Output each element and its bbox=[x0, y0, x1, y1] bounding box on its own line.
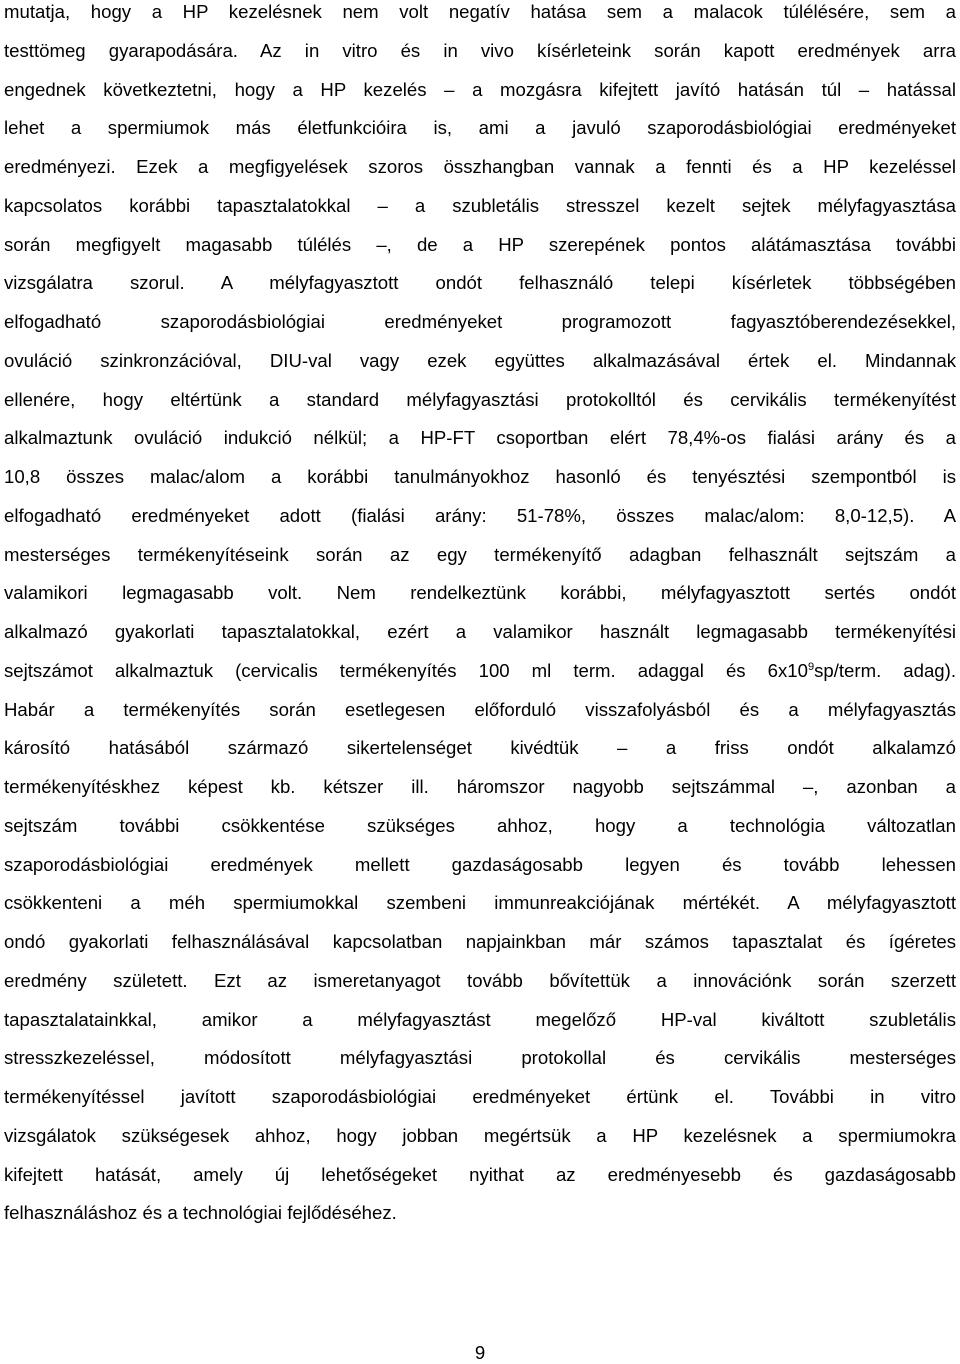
text-line: sejtszám további csökkentése szükséges ahhoz, hogy a technológia változatlan bbox=[4, 814, 956, 836]
text-line: ondó gyakorlati felhasználásával kapcsolatban napjainkban már számos tapasztalat és ígéretes bbox=[4, 931, 956, 952]
text-line: eredményezi. Ezek a megfigyelések szoros összhangban vannak a fennti és a HP kezeléssel bbox=[4, 156, 956, 177]
text-line: vizsgálatra szorul. A mélyfagyasztott ondót felhasználó telepi kísérletek többségében bbox=[4, 272, 956, 294]
text-line: alkalmaztunk ovuláció indukció nélkül; a HP-FT csoportban elért 78,4%-os fialási arány és a bbox=[4, 427, 956, 449]
text-line: mutatja, hogy a HP kezelésnek nem volt negatív hatása sem a malacok túlélésére, sem a bbox=[4, 1, 956, 22]
text-line: stresszkezeléssel, módosított mélyfagyasztási protokollal és cervikális mesterséges bbox=[4, 1047, 956, 1069]
page-number: 9 bbox=[474, 1342, 486, 1363]
text-line: mesterséges termékenyítéseink során az egy termékenyítő adagban felhasznált sejtszám a bbox=[4, 543, 956, 565]
text-line: tapasztalatainkkal, amikor a mélyfagyasztást megelőző HP-val kiváltott szubletális bbox=[4, 1008, 956, 1030]
text-line: elfogadható szaporodásbiológiai eredményeket programozott fagyasztóberendezésekkel, bbox=[4, 311, 956, 332]
text-line: eredmény született. Ezt az ismeretanyagot tovább bővítettük a innovációnk során szerzett bbox=[4, 969, 956, 991]
text-line: szaporodásbiológiai eredmények mellett gazdaságosabb legyen és tovább lehessen bbox=[4, 853, 956, 875]
superscript-exponent: 9 bbox=[807, 660, 815, 673]
text-line: alkalmazó gyakorlati tapasztalatokkal, ezért a valamikor használt legmagasabb termékenyítési bbox=[4, 621, 956, 642]
text-line: Habár a termékenyítés során esetlegesen előforduló visszafolyásból és a mélyfagyasztás bbox=[4, 698, 956, 720]
text-line: 10,8 összes malac/alom a korábbi tanulmányokhoz hasonló és tenyésztési szempontból is bbox=[4, 466, 956, 487]
text-line: ovuláció szinkronzációval, DIU-val vagy ezek együttes alkalmazásával értek el. Mindannak bbox=[4, 349, 956, 371]
text-line: testtömeg gyarapodására. Az in vitro és in vivo kísérleteink során kapott eredmények arra bbox=[4, 39, 956, 61]
text-line: károsító hatásából származó sikertelenséget kivédtük – a friss ondót alkalamzó bbox=[4, 737, 956, 759]
text-line: lehet a spermiumok más életfunkcióira is, ami a javuló szaporodásbiológiai eredményeket bbox=[4, 117, 956, 139]
text-line bbox=[4, 652, 956, 691]
text-line: elfogadható eredményeket adott (fialási arány: 51-78%, összes malac/alom: 8,0-12,5). A bbox=[4, 504, 956, 526]
body-paragraph bbox=[4, 0, 956, 1233]
text-line: ellenére, hogy eltértünk a standard mélyfagyasztási protokolltól és cervikális termékenyítést bbox=[4, 388, 956, 410]
text-line: vizsgálatok szükségesek ahhoz, hogy jobban megértsük a HP kezelésnek a spermiumokra bbox=[4, 1124, 956, 1146]
text-line: felhasználáshoz és a technológiai fejlődéséhez. bbox=[4, 1202, 397, 1224]
text-line: termékenyítéssel javított szaporodásbiológiai eredményeket értünk el. További in vitro bbox=[4, 1086, 956, 1107]
text-line: kifejtett hatását, amely új lehetőségeket nyithat az eredményesebb és gazdaságosabb bbox=[4, 1163, 956, 1185]
text-line: kapcsolatos korábbi tapasztalatokkal – a szubletális stresszel kezelt sejtek mélyfagyasztása bbox=[4, 194, 956, 216]
text-line: csökkenteni a méh spermiumokkal szembeni immunreakciójának mértékét. A mélyfagyasztott bbox=[4, 892, 956, 914]
text-line: termékenyítéskhez képest kb. kétszer ill. háromszor nagyobb sejtszámmal –, azonban a bbox=[4, 776, 956, 797]
text-segment: sejtszámot alkalmaztuk (cervicalis termékenyítés 100 ml term. adaggal és 6x10 bbox=[4, 659, 808, 681]
text-line: engednek következtetni, hogy a HP kezelés – a mozgásra kifejtett javító hatásán túl – hatással bbox=[4, 78, 956, 100]
text-line: során megfigyelt magasabb túlélés –, de a HP szerepének pontos alátámasztása további bbox=[4, 233, 956, 255]
text-line: valamikori legmagasabb volt. Nem rendelkeztünk korábbi, mélyfagyasztott sertés ondót bbox=[4, 582, 956, 604]
text-segment: sp/term. adag). bbox=[814, 659, 956, 681]
